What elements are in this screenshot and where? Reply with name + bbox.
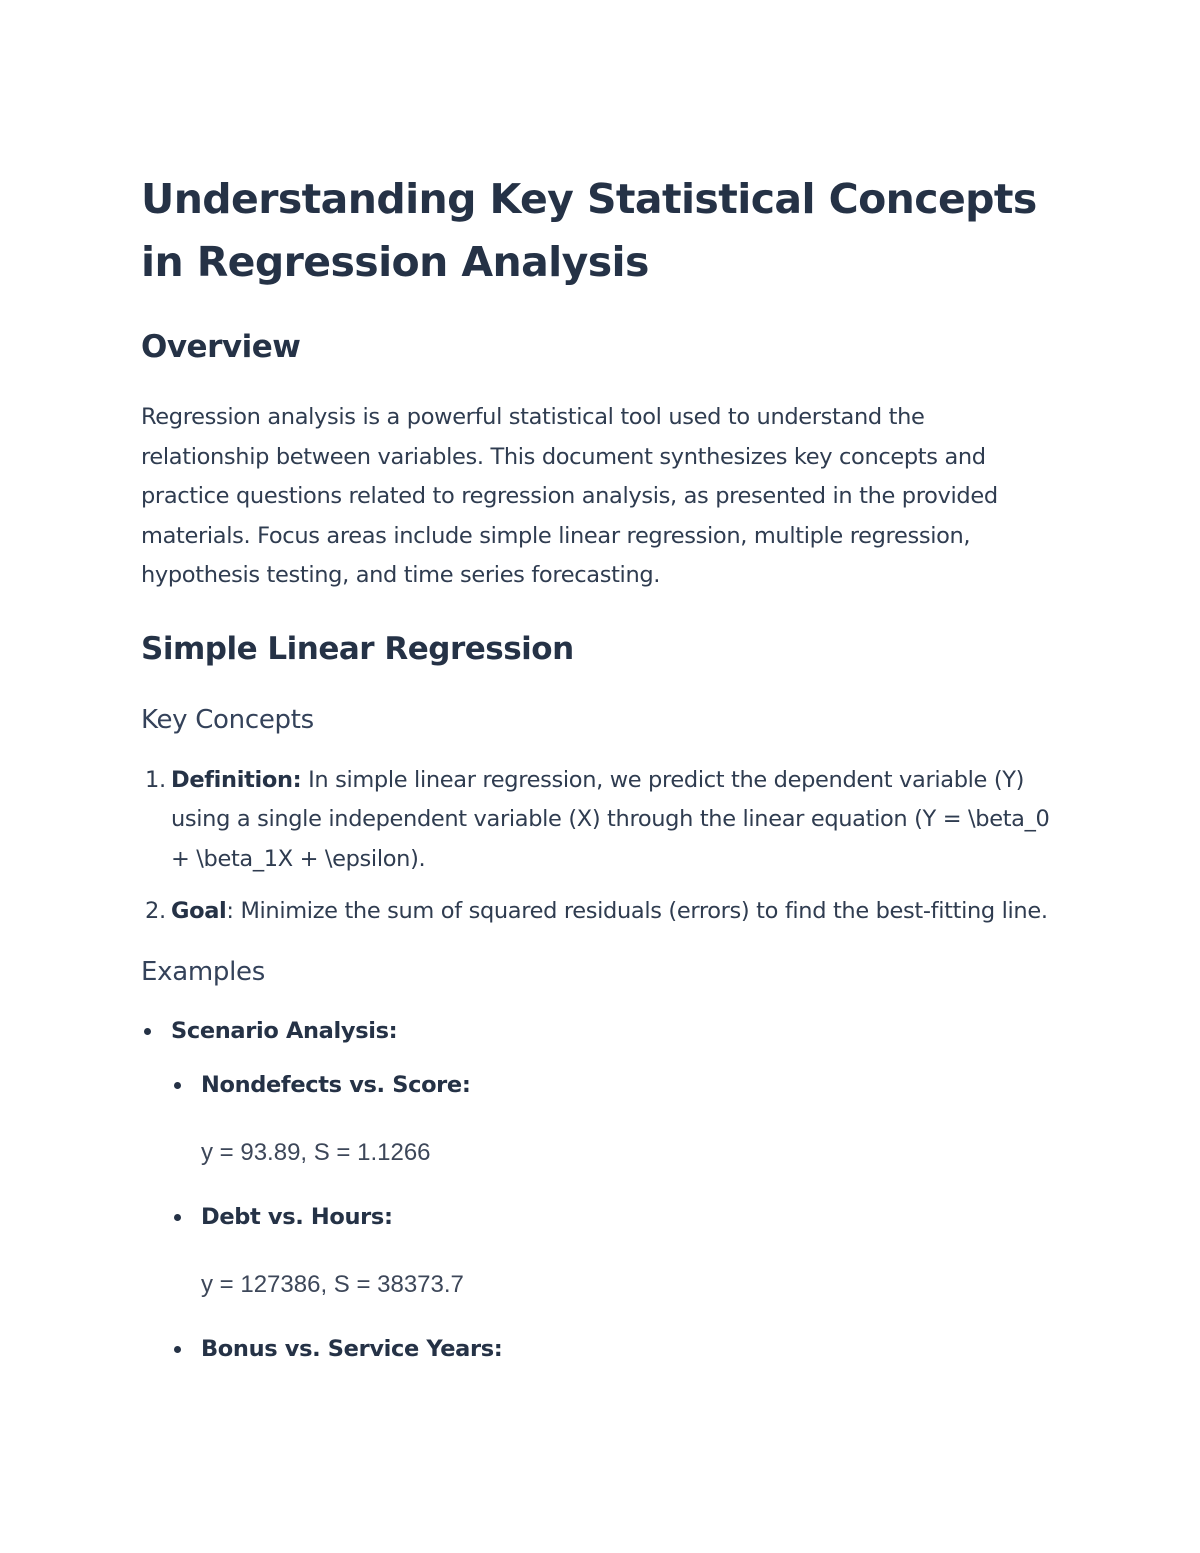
bullet-icon [174, 1346, 181, 1353]
bullet-icon [144, 1028, 151, 1035]
key-concepts-list [141, 761, 1051, 932]
list-item [141, 1013, 1051, 1367]
example-label: Debt vs. Hours: [201, 1203, 393, 1230]
list-item [171, 1331, 1051, 1367]
simple-linear-regression-heading: Simple Linear Regression [141, 630, 574, 667]
list-item-separator: : [226, 898, 234, 924]
examples-heading: Examples [141, 956, 265, 987]
scenario-analysis-label: Scenario Analysis: [171, 1017, 398, 1044]
example-formula: y = 93.89, S = 1.1266 [201, 1138, 431, 1166]
list-item-text: In simple linear regression, we predict the dependent variable (Y) using a single independent variable (X) through the linear equation (Y = \beta_0 + \beta_1X + \epsilon). [171, 766, 1050, 872]
scenario-sublist [171, 1067, 1051, 1367]
list-item-label: Definition [171, 766, 293, 793]
bullet-icon [174, 1082, 181, 1089]
list-item [171, 1067, 1051, 1171]
list-item-separator: : [292, 766, 302, 793]
bullet-icon [174, 1214, 181, 1221]
list-item [171, 1199, 1051, 1303]
page-title: Understanding Key Statistical Concepts in Regression Analysis [141, 175, 1037, 286]
example-label: Bonus vs. Service Years: [201, 1335, 503, 1362]
list-item-number: 1. [145, 766, 166, 793]
document-page [141, 168, 1051, 1367]
overview-heading: Overview [141, 329, 301, 365]
list-item-label: Goal [171, 898, 227, 924]
examples-list [141, 1013, 1051, 1367]
key-concepts-heading: Key Concepts [141, 704, 314, 735]
example-label: Nondefects vs. Score: [201, 1071, 471, 1098]
list-item [141, 892, 1051, 932]
list-item-number: 2. [145, 898, 166, 924]
overview-paragraph: Regression analysis is a powerful statistical tool used to understand the relationship between variables. This document synthesizes key concepts and practice questions related to regression analysis, as presented in the provided materials. Focus areas include simple linear regression, multiple regression, hypothesis testing, and time series forecasting. [141, 404, 998, 588]
list-item [141, 761, 1051, 880]
example-formula: y = 127386, S = 38373.7 [201, 1270, 464, 1298]
list-item-text: Minimize the sum of squared residuals (errors) to find the best-fitting line. [233, 898, 1048, 924]
